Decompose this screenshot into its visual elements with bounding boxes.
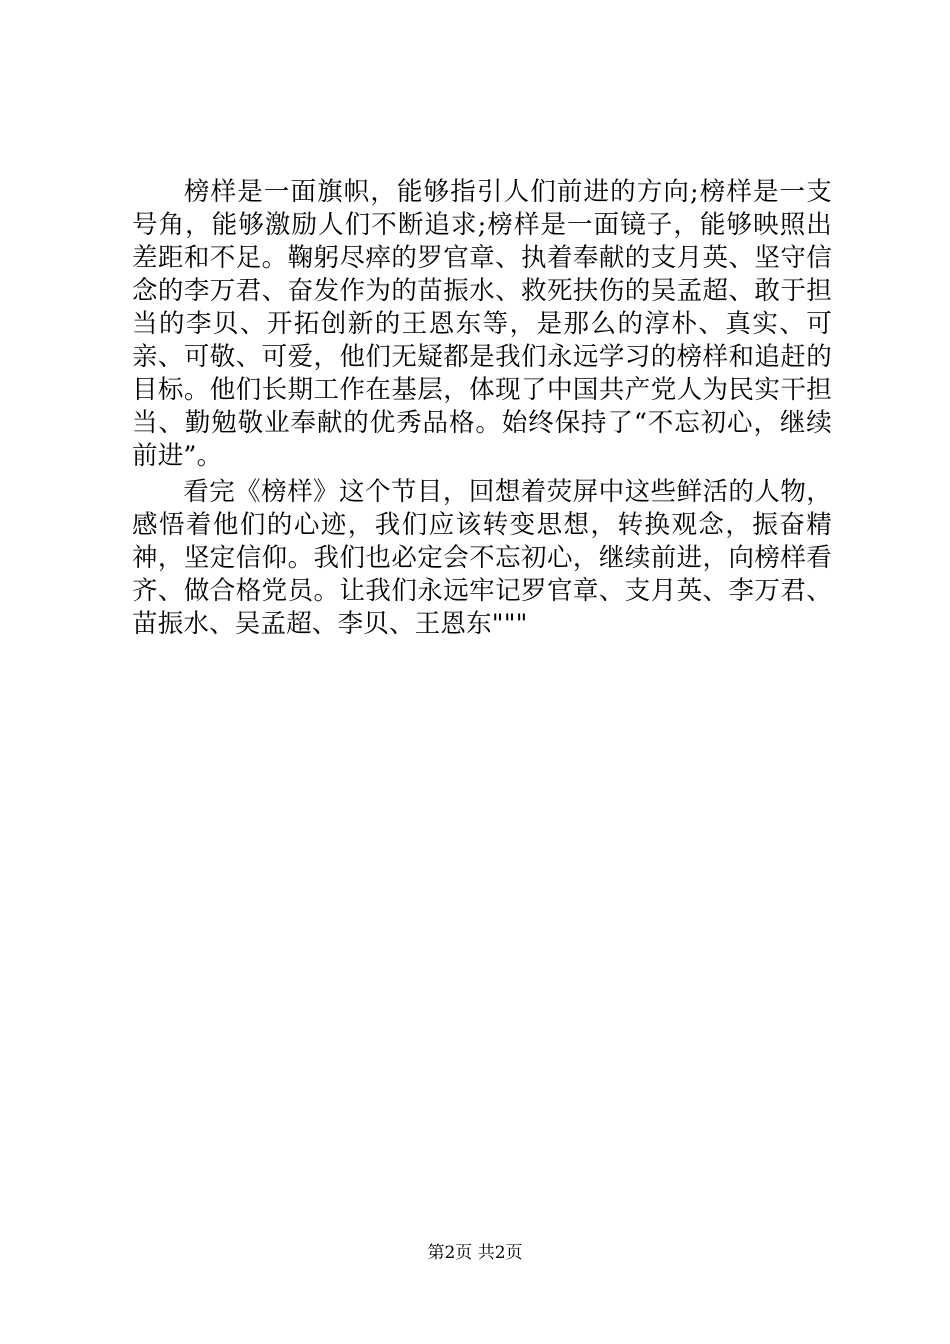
paragraph-text: 榜样是一面旗帜，能够指引人们前进的方向;榜样是一支号角，能够激励人们不断追求;榜样是一面镜子，能够映照出差距和不足。鞠躬尽瘁的罗官章、执着奉献的支月英、坚守信念的李万君、奋发作为的苗振水、救死扶伤的吴孟超、敢于担当的李贝、开拓创新的王恩东等，是那么的淳朴、真实、可亲、可敬、可爱，他们无疑都是我们永远学习的榜样和追赶的目标。他们长期工作在基层，体现了中国共产党人为民实干担当、勤勉敬业奉献的优秀品格。始终保持了“不忘初心，继续前进”。 (132, 177, 832, 471)
page-footer (0, 1242, 950, 1264)
body-paragraph-2 (132, 476, 832, 641)
page-number: 第2页 共2页 (427, 1243, 523, 1263)
paragraph-text: 看完《榜样》这个节目，回想着荧屏中这些鲜活的人物，感悟着他们的心迹，我们应该转变思想，转换观念，振奋精神，坚定信仰。我们也必定会不忘初心，继续前进，向榜样看齐、做合格党员。让我们永远牢记罗官章、支月英、李万君、苗振水、吴孟超、李贝、王恩东""" (132, 477, 832, 639)
body-paragraph-1 (132, 176, 832, 473)
